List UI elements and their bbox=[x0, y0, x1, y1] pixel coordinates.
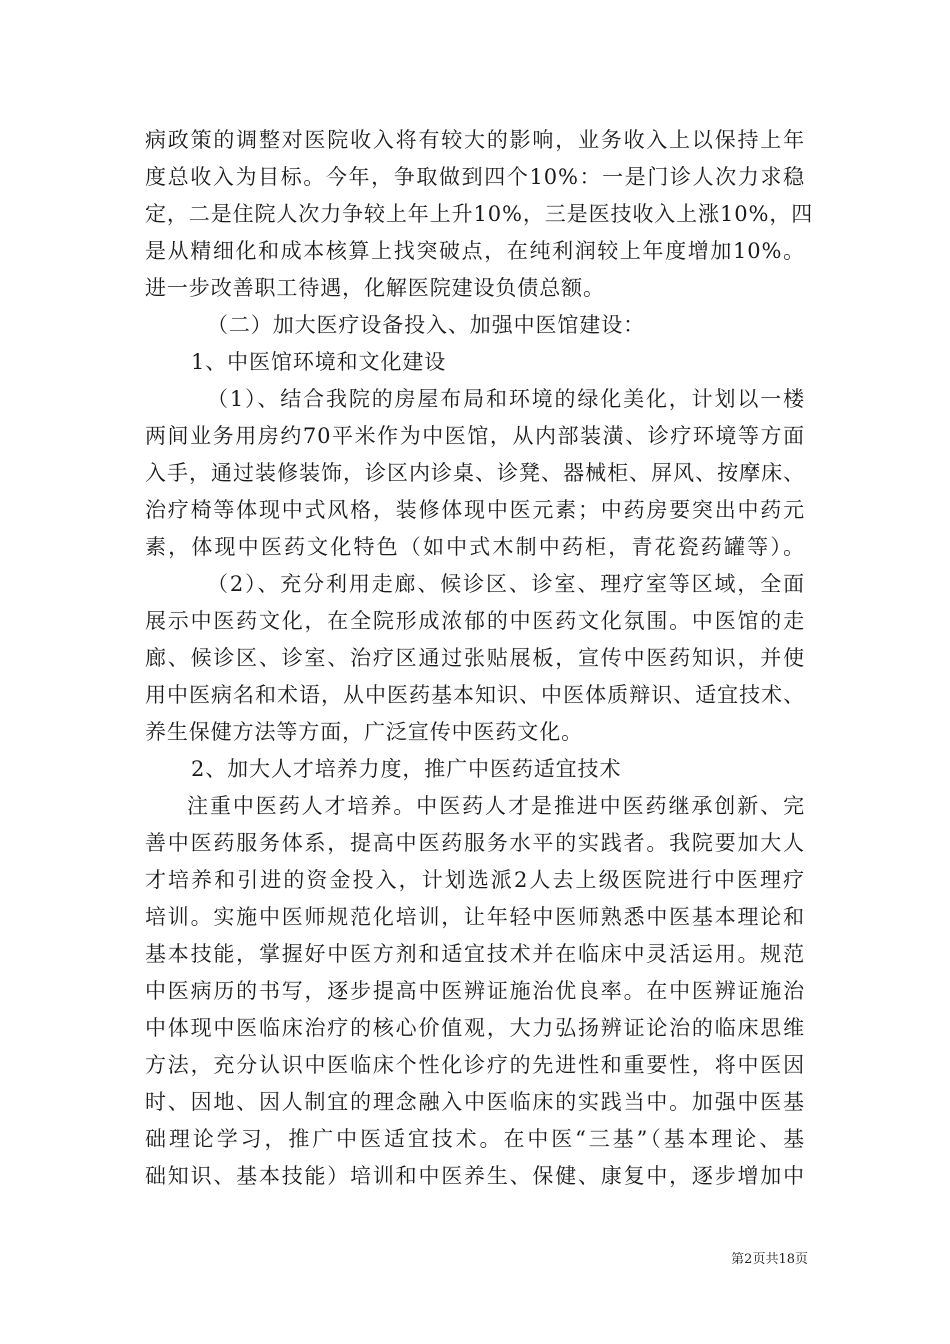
subsection-heading: 2、加大人才培养力度，推广中医药适宜技术 bbox=[191, 757, 622, 781]
text-line: 廊、候诊区、诊室、治疗区通过张贴展板，宣传中医药知识，并使 bbox=[145, 646, 805, 670]
text-line: 病政策的调整对医院收入将有较大的影响，业务收入上以保持上年 bbox=[145, 128, 805, 152]
text-line: 治疗椅等体现中式风格，装修体现中医元素；中药房要突出中药元 bbox=[145, 498, 805, 522]
text-line: 础知识、基本技能）培训和中医养生、保健、康复中，逐步增加中 bbox=[145, 1164, 805, 1188]
document-body bbox=[145, 122, 814, 1195]
text-line: 养生保健方法等方面，广泛宣传中医药文化。 bbox=[145, 720, 583, 744]
text-line: 是从精细化和成本核算上找突破点，在纯利润较上年度增加10%。 bbox=[145, 239, 805, 263]
subsection-heading: 1、中医馆环境和文化建设 bbox=[191, 350, 447, 374]
text-line: 中医病历的书写，逐步提高中医辨证施治优良率。在中医辨证施治 bbox=[145, 979, 805, 1003]
section-heading: （二）加大医疗设备投入、加强中医馆建设： bbox=[207, 313, 645, 337]
text-line: （2）、充分利用走廊、候诊区、诊室、理疗室等区域，全面 bbox=[207, 572, 805, 596]
text-line: 展示中医药文化，在全院形成浓郁的中医药文化氛围。中医馆的走 bbox=[145, 609, 805, 633]
text-line: 定，二是住院人次力争较上年上升10%，三是医技收入上涨10%，四 bbox=[145, 202, 814, 226]
text-line: 培训。实施中医师规范化培训，让年轻中医师熟悉中医基本理论和 bbox=[145, 905, 805, 929]
text-line: 基本技能，掌握好中医方剂和适宜技术并在临床中灵活运用。规范 bbox=[145, 942, 805, 966]
text-line: 两间业务用房约70平米作为中医馆，从内部装潢、诊疗环境等方面 bbox=[145, 424, 805, 448]
text-line: 方法，充分认识中医临床个性化诊疗的先进性和重要性，将中医因 bbox=[145, 1053, 805, 1077]
text-line: 础理论学习，推广中医适宜技术。在中医“三基”（基本理论、基 bbox=[145, 1127, 805, 1151]
text-line: 注重中医药人才培养。中医药人才是推进中医药继承创新、完 bbox=[187, 794, 805, 818]
text-line: （1）、结合我院的房屋布局和环境的绿化美化，计划以一楼 bbox=[207, 387, 805, 411]
text-line: 中体现中医临床治疗的核心价值观，大力弘扬辨证论治的临床思维 bbox=[145, 1016, 805, 1040]
text-line: 入手，通过装修装饰，诊区内诊桌、诊凳、器械柜、屏风、按摩床、 bbox=[145, 461, 805, 485]
text-line: 用中医病名和术语，从中医药基本知识、中医体质辩识、适宜技术、 bbox=[145, 683, 805, 707]
text-line: 素，体现中医药文化特色（如中式木制中药柜，青花瓷药罐等）。 bbox=[145, 535, 805, 559]
text-line: 才培养和引进的资金投入，计划选派2人去上级医院进行中医理疗 bbox=[145, 868, 805, 892]
text-line: 善中医药服务体系，提高中医药服务水平的实践者。我院要加大人 bbox=[145, 831, 805, 855]
text-line: 进一步改善职工待遇，化解医院建设负债总额。 bbox=[145, 276, 605, 300]
text-line: 度总收入为目标。今年，争取做到四个10%：一是门诊人次力求稳 bbox=[145, 165, 805, 189]
text-line: 时、因地、因人制宜的理念融入中医临床的实践当中。加强中医基 bbox=[145, 1090, 805, 1114]
page-number: 第2页共18页 bbox=[731, 1252, 808, 1267]
